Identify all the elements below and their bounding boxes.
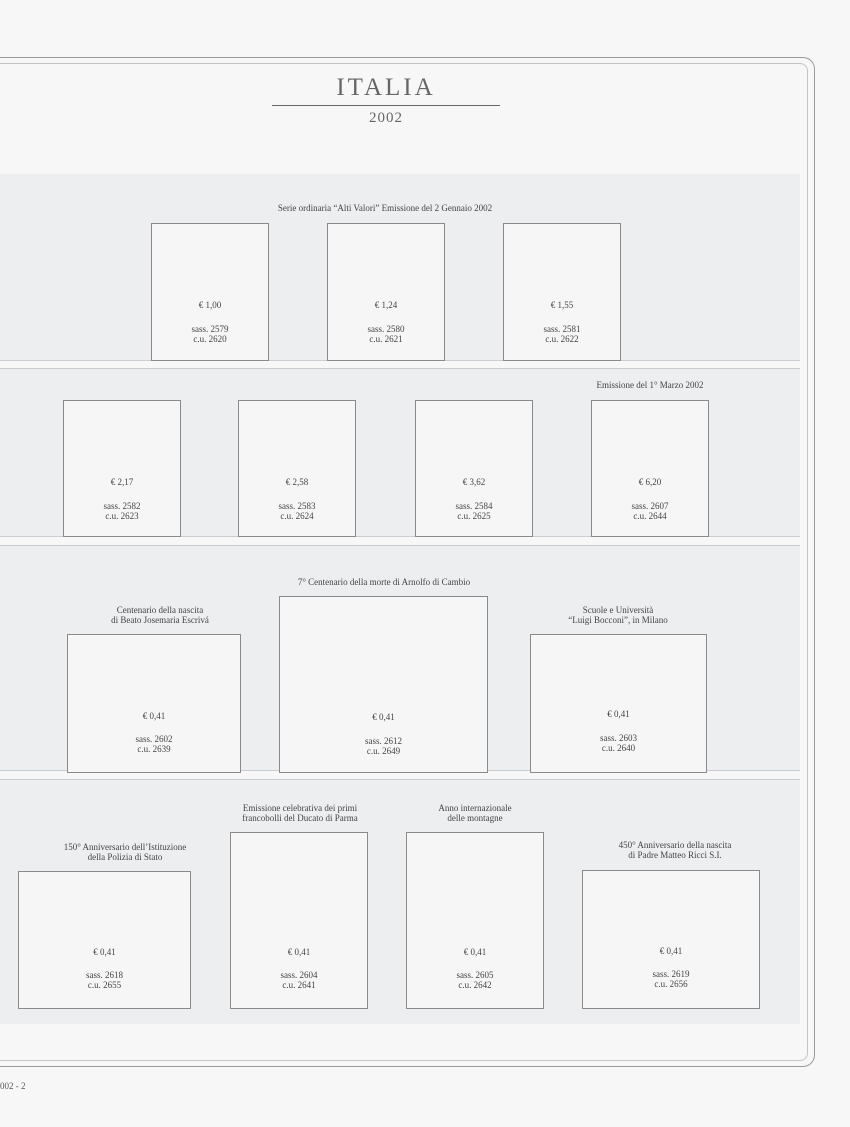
sassone-number: sass. 2582: [103, 501, 141, 511]
caption-line: 150° Anniversario dell’Istituzione: [63, 842, 187, 852]
series-caption: [518, 605, 718, 625]
face-value: € 0,41: [607, 709, 630, 719]
series-caption: [570, 840, 780, 860]
series-caption: [20, 842, 230, 862]
caption-line: di Padre Matteo Ricci S.I.: [628, 850, 722, 860]
catalogue-numbers: [231, 970, 367, 990]
cu-number: c.u. 2625: [457, 511, 491, 521]
sassone-number: sass. 2604: [280, 970, 318, 980]
cu-number: c.u. 2622: [545, 334, 579, 344]
series-caption: 7° Centenario della morte di Arnolfo di Cambio: [297, 577, 471, 587]
catalogue-numbers: [328, 324, 444, 344]
cu-number: c.u. 2642: [458, 980, 492, 990]
face-value: € 0,41: [372, 712, 395, 722]
cu-number: c.u. 2640: [601, 743, 636, 753]
face-value: € 0,41: [463, 947, 487, 957]
sassone-number: sass. 2584: [455, 501, 493, 511]
stamp-mount: [18, 871, 191, 1009]
face-value: € 2,17: [110, 477, 134, 487]
stamp-mount: [582, 870, 760, 1009]
face-value: € 0,41: [659, 946, 683, 956]
caption-line: della Polizia di Stato: [87, 852, 163, 862]
stamp-mount: [591, 400, 709, 537]
catalogue-numbers: [280, 736, 487, 756]
catalogue-numbers: [531, 733, 706, 753]
catalogue-numbers: [504, 324, 620, 344]
catalogue-numbers: [152, 324, 268, 344]
sassone-number: sass. 2579: [191, 324, 229, 334]
sassone-number: sass. 2581: [543, 324, 581, 334]
cu-number: c.u. 2639: [137, 744, 171, 754]
cu-number: c.u. 2623: [105, 511, 139, 521]
series-caption: Emissione del 1° Marzo 2002: [596, 380, 704, 390]
stamp-mount: [230, 832, 368, 1009]
sassone-number: sass. 2583: [278, 501, 316, 511]
face-value: € 2,58: [285, 477, 309, 487]
sassone-number: sass. 2580: [367, 324, 405, 334]
series-caption: [60, 605, 260, 625]
catalogue-numbers: [592, 501, 708, 521]
caption-line: 450° Anniversario della nascita: [618, 840, 732, 850]
cu-number: c.u. 2656: [654, 979, 688, 989]
caption-line: Centenario della nascita: [116, 605, 204, 615]
page-year: 2002: [369, 110, 403, 126]
cu-number: c.u. 2641: [282, 980, 316, 990]
catalogue-numbers: [239, 501, 355, 521]
stamp-mount: [279, 596, 488, 773]
stamp-mount: [415, 400, 533, 537]
stamp-mount: [67, 634, 241, 773]
sassone-number: sass. 2612: [364, 736, 402, 746]
stamp-mount: [151, 223, 269, 361]
cu-number: c.u. 2655: [87, 980, 122, 990]
sassone-number: sass. 2618: [85, 970, 123, 980]
sassone-number: sass. 2607: [631, 501, 669, 511]
cu-number: c.u. 2620: [193, 334, 227, 344]
catalogue-numbers: [64, 501, 180, 521]
catalogue-numbers: [19, 970, 190, 990]
series-caption: [385, 803, 565, 823]
sassone-number: sass. 2603: [599, 733, 637, 743]
title-rule: [272, 105, 500, 106]
stamp-mount: [63, 400, 181, 537]
sassone-number: sass. 2619: [652, 969, 690, 979]
sassone-number: sass. 2605: [456, 970, 494, 980]
stamp-mount: [327, 223, 445, 361]
catalogue-numbers: [68, 734, 240, 754]
page-number: 002 - 2: [0, 1081, 26, 1091]
cu-number: c.u. 2644: [633, 511, 667, 521]
face-value: € 1,00: [198, 300, 222, 310]
series-caption: [200, 803, 400, 823]
catalogue-numbers: [407, 970, 543, 990]
face-value: € 0,41: [142, 711, 166, 721]
face-value: € 3,62: [462, 477, 486, 487]
face-value: € 1,55: [550, 300, 574, 310]
caption-line: Scuole e Università: [582, 605, 654, 615]
stamp-mount: [406, 832, 544, 1009]
stamp-mount: [530, 634, 707, 773]
face-value: € 0,41: [93, 947, 116, 957]
cu-number: c.u. 2621: [369, 334, 403, 344]
face-value: € 6,20: [638, 477, 662, 487]
sassone-number: sass. 2602: [135, 734, 173, 744]
caption-line: di Beato Josemaria Escrivá: [111, 615, 209, 625]
caption-line: delle montagne: [447, 813, 503, 823]
caption-line: “Luigi Bocconi”, in Milano: [568, 615, 668, 625]
caption-line: francobolli del Ducato di Parma: [242, 813, 358, 823]
stamp-mount: [503, 223, 621, 361]
caption-line: Anno internazionale: [438, 803, 512, 813]
cu-number: c.u. 2649: [366, 746, 401, 756]
series-caption: Serie ordinaria “Alti Valori” Emissione del 2 Gennaio 2002: [277, 203, 493, 213]
face-value: € 0,41: [287, 947, 311, 957]
page-title: ITALIA: [336, 74, 436, 101]
catalogue-numbers: [583, 969, 759, 989]
stamp-mount: [238, 400, 356, 537]
cu-number: c.u. 2624: [280, 511, 314, 521]
catalogue-numbers: [416, 501, 532, 521]
face-value: € 1,24: [374, 300, 398, 310]
caption-line: Emissione celebrativa dei primi: [242, 803, 358, 813]
